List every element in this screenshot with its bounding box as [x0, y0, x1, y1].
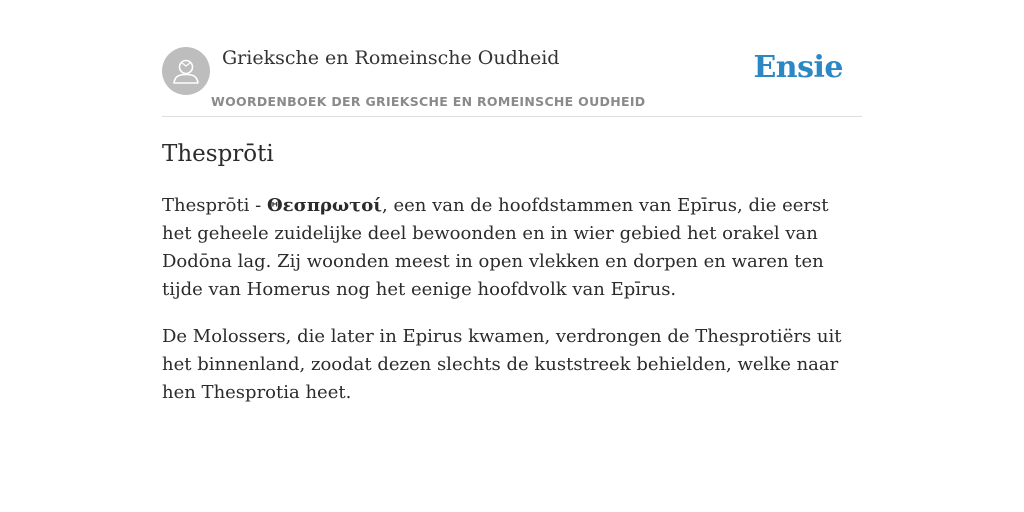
entry-paragraph-1: [162, 192, 862, 304]
dictionary-title[interactable]: Grieksche en Romeinsche Oudheid: [222, 47, 560, 69]
user-icon: [162, 47, 210, 95]
greek-term: Θεσπρωτοί: [266, 195, 382, 216]
avatar[interactable]: [162, 47, 210, 95]
term-separator: -: [249, 195, 267, 216]
brand-logo[interactable]: Ensie: [753, 50, 843, 85]
entry-term: Thesprōti: [162, 195, 250, 216]
entry-paragraph-2: De Molossers, die later in Epirus kwamen, verdrongen de Thesprotiërs uit het binnenland, zoodat dezen slechts de kuststreek behielden, welke naar hen Thesprotia heet.: [162, 326, 842, 403]
dictionary-subtitle[interactable]: WOORDENBOEK DER GRIEKSCHE EN ROMEINSCHE OUDHEID: [211, 94, 646, 109]
entry-content: [162, 137, 862, 403]
dictionary-header: [162, 44, 862, 117]
entry-definition: , een van de hoofdstammen van Epīrus, die eerst het geheele zuidelijke deel bewoonden en in wier gebied het orakel van Dodōna lag. Zij woonden meest in open vlekken en dorpen en waren ten tijde van Homerus nog het eenige hoofdvolk van Epīrus.: [162, 195, 829, 300]
entry-title: Thesprōti: [162, 141, 274, 167]
